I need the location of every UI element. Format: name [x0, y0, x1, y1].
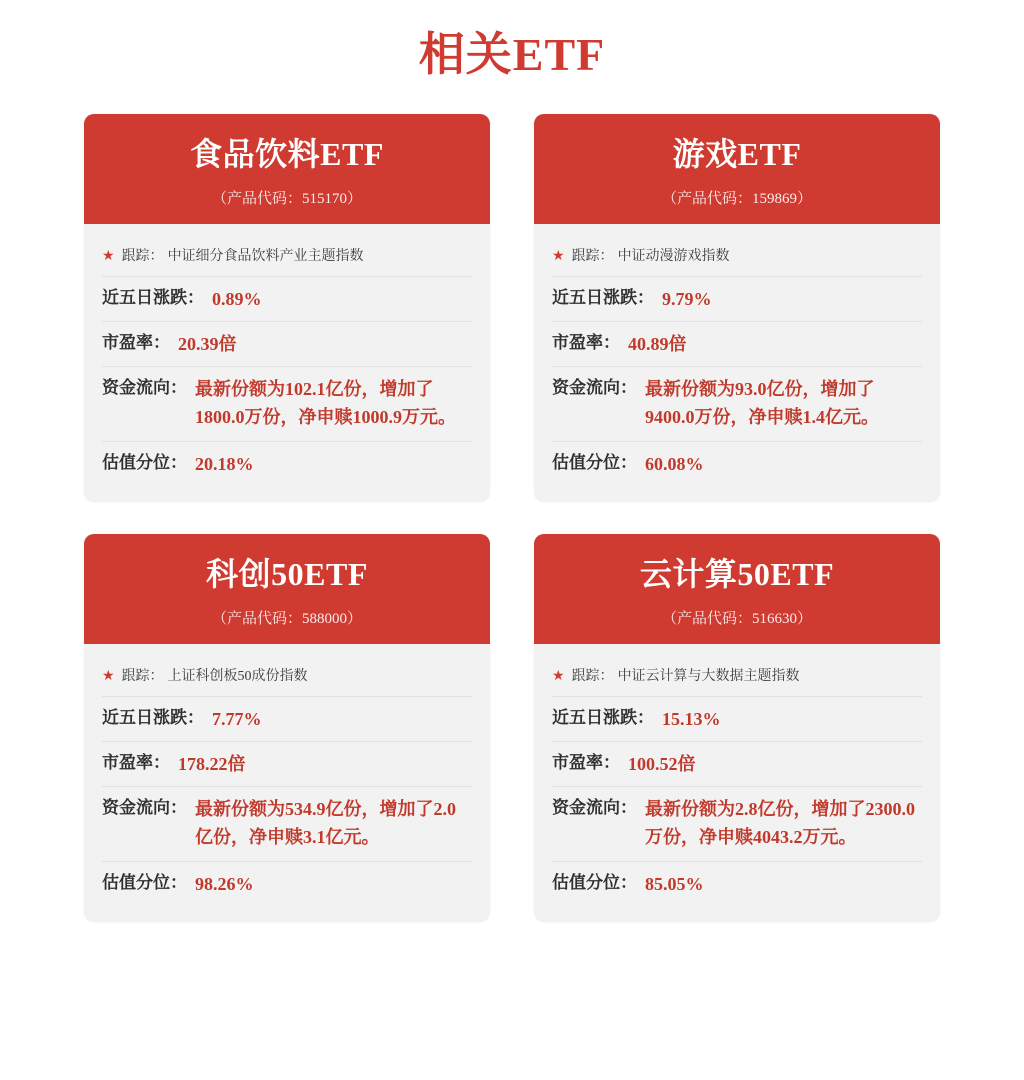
etf-code-suffix: ） — [347, 190, 363, 207]
etf-flow-label: 资金流向： — [102, 798, 187, 818]
etf-valuation-row — [552, 442, 922, 486]
etf-code-value: 588000 — [302, 610, 347, 627]
etf-code-value: 515170 — [302, 190, 347, 207]
etf-code — [544, 187, 930, 208]
etf-track-value: 上证科创板50成份指数 — [167, 668, 308, 684]
star-icon: ★ — [102, 248, 115, 264]
etf-pe-value: 100.52倍 — [628, 754, 696, 775]
etf-track-label: 跟踪： — [571, 668, 614, 684]
etf-pe-row — [102, 322, 472, 367]
etf-code-prefix: （产品代码： — [211, 190, 302, 207]
etf-pe-value: 178.22倍 — [178, 754, 246, 775]
etf-pe-row — [552, 322, 922, 367]
etf-card-header — [534, 534, 940, 644]
etf-track-label: 跟踪： — [571, 248, 614, 264]
etf-card-grid — [0, 114, 1024, 922]
etf-code — [94, 607, 480, 628]
etf-five-day-value: 7.77% — [212, 709, 262, 730]
etf-code-prefix: （产品代码： — [211, 610, 302, 627]
etf-pe-value: 20.39倍 — [178, 334, 237, 355]
etf-valuation-row — [552, 862, 922, 906]
etf-flow-row — [552, 787, 922, 862]
etf-track-value: 中证云计算与大数据主题指数 — [617, 668, 800, 684]
etf-card-header — [84, 114, 490, 224]
etf-valuation-label: 估值分位： — [552, 453, 637, 473]
etf-flow-label: 资金流向： — [552, 798, 637, 818]
etf-pe-label: 市盈率： — [552, 333, 620, 353]
etf-flow-value: 最新份额为93.0亿份，增加了9400.0万份，净申赎1.4亿元。 — [645, 379, 879, 428]
etf-valuation-row — [102, 442, 472, 486]
etf-pe-row — [102, 742, 472, 787]
etf-code-value: 159869 — [752, 190, 797, 207]
etf-code — [94, 187, 480, 208]
etf-five-day-row — [552, 697, 922, 742]
etf-valuation-label: 估值分位： — [552, 873, 637, 893]
etf-name: 科创50ETF — [206, 556, 368, 593]
etf-track-row — [552, 658, 922, 697]
etf-code-suffix: ） — [347, 610, 363, 627]
etf-flow-row — [102, 787, 472, 862]
etf-pe-label: 市盈率： — [552, 753, 620, 773]
etf-five-day-value: 0.89% — [212, 289, 262, 310]
page-title: 相关ETF — [418, 29, 606, 80]
etf-name: 游戏ETF — [672, 136, 802, 172]
etf-name: 云计算50ETF — [639, 556, 835, 593]
etf-flow-value: 最新份额为534.9亿份，增加了2.0亿份，净申赎3.1亿元。 — [195, 799, 456, 848]
etf-card-header — [534, 114, 940, 224]
etf-track-label: 跟踪： — [121, 668, 164, 684]
etf-card[interactable] — [84, 534, 490, 922]
etf-code — [544, 607, 930, 628]
etf-valuation-value: 60.08% — [645, 454, 704, 475]
etf-five-day-label: 近五日涨跌： — [552, 708, 654, 728]
etf-card-body — [534, 224, 940, 502]
etf-valuation-value: 20.18% — [195, 454, 254, 475]
etf-pe-row — [552, 742, 922, 787]
etf-card-body — [84, 644, 490, 922]
etf-flow-label: 资金流向： — [102, 378, 187, 398]
star-icon: ★ — [102, 669, 115, 685]
star-icon: ★ — [552, 248, 565, 264]
etf-flow-row — [552, 367, 922, 442]
etf-five-day-label: 近五日涨跌： — [102, 708, 204, 728]
etf-card[interactable] — [534, 534, 940, 922]
etf-valuation-row — [102, 862, 472, 906]
etf-valuation-value: 85.05% — [645, 874, 704, 895]
etf-five-day-value: 15.13% — [662, 709, 721, 730]
etf-code-prefix: （产品代码： — [661, 610, 752, 627]
etf-track-row — [102, 658, 472, 697]
etf-pe-label: 市盈率： — [102, 333, 170, 353]
etf-five-day-row — [102, 697, 472, 742]
etf-code-suffix: ） — [797, 610, 813, 627]
etf-code-value: 516630 — [752, 610, 797, 627]
etf-valuation-value: 98.26% — [195, 874, 254, 895]
star-icon: ★ — [552, 669, 565, 685]
etf-flow-value: 最新份额为2.8亿份，增加了2300.0万份，净申赎4043.2万元。 — [645, 799, 915, 848]
etf-track-value: 中证动漫游戏指数 — [617, 248, 730, 264]
etf-code-suffix: ） — [797, 190, 813, 207]
etf-track-label: 跟踪： — [121, 248, 164, 264]
etf-card-header — [84, 534, 490, 644]
etf-five-day-row — [552, 277, 922, 322]
etf-five-day-label: 近五日涨跌： — [102, 288, 204, 308]
etf-valuation-label: 估值分位： — [102, 873, 187, 893]
etf-card[interactable] — [534, 114, 940, 502]
etf-card-body — [84, 224, 490, 502]
etf-card[interactable] — [84, 114, 490, 502]
etf-track-value: 中证细分食品饮料产业主题指数 — [167, 248, 364, 264]
etf-five-day-value: 9.79% — [662, 289, 712, 310]
etf-card-body — [534, 644, 940, 922]
etf-flow-label: 资金流向： — [552, 378, 637, 398]
etf-flow-row — [102, 367, 472, 442]
etf-pe-value: 40.89倍 — [628, 334, 687, 355]
etf-track-row — [552, 238, 922, 277]
etf-valuation-label: 估值分位： — [102, 453, 187, 473]
etf-flow-value: 最新份额为102.1亿份，增加了1800.0万份，净申赎1000.9万元。 — [195, 379, 456, 428]
etf-name: 食品饮料ETF — [190, 136, 384, 172]
etf-five-day-row — [102, 277, 472, 322]
etf-track-row — [102, 238, 472, 277]
etf-pe-label: 市盈率： — [102, 753, 170, 773]
etf-code-prefix: （产品代码： — [661, 190, 752, 207]
etf-five-day-label: 近五日涨跌： — [552, 288, 654, 308]
